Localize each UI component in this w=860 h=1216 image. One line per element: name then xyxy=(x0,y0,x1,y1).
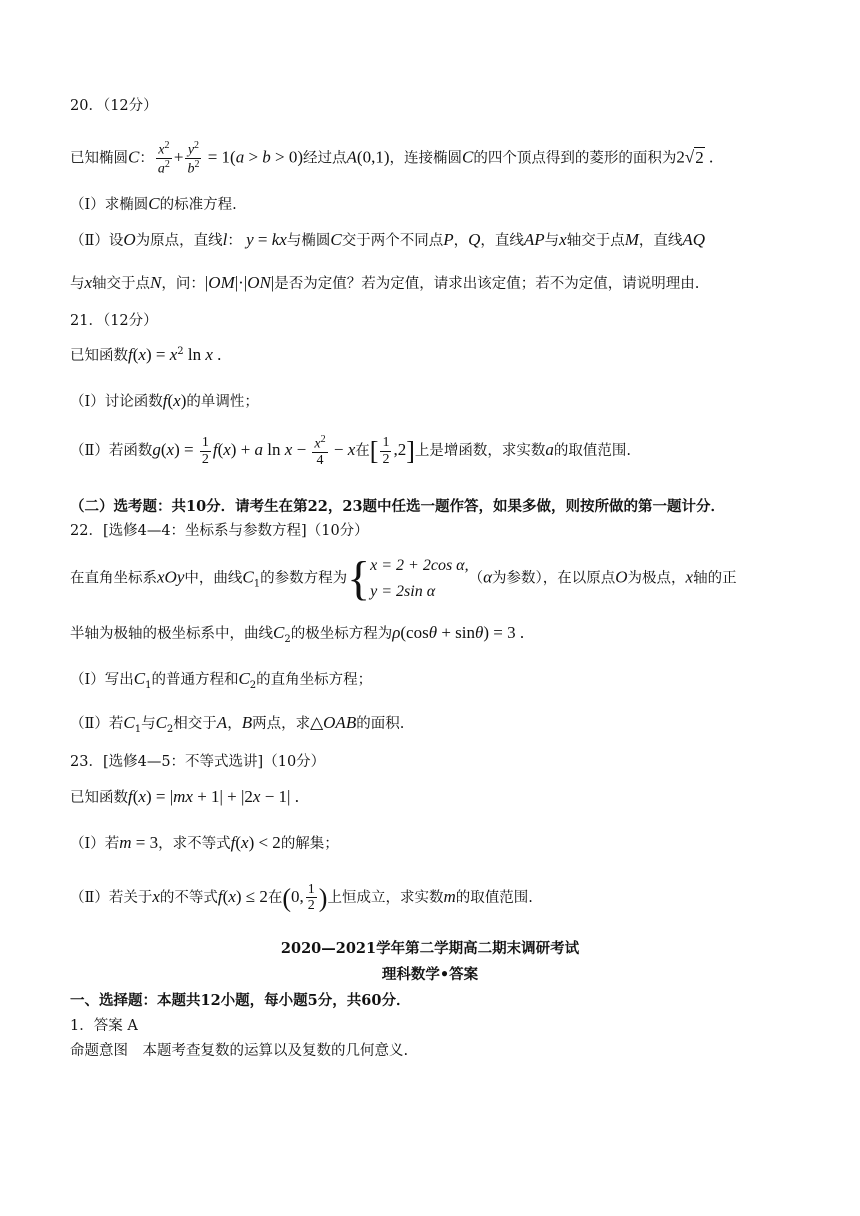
q22-part1: （Ⅰ）写出$C_1$的普通方程和$C_2$的直角坐标方程； xyxy=(70,669,373,691)
q22-text: （Ⅱ）若 xyxy=(70,716,124,732)
q23-part1: （Ⅰ）若m = 3，求不等式f(x) < 2的解集； xyxy=(70,833,339,852)
q20-text: 交于两个不同点 xyxy=(341,233,444,249)
q23-text: 的取值范围. xyxy=(455,889,533,906)
q20-text: 的四个顶点得到的菱形的面积为 xyxy=(473,150,677,167)
q21-text: 的取值范围. xyxy=(553,443,631,460)
q20-part1: （Ⅰ）求椭圆C的标准方程. xyxy=(70,194,237,213)
q22-stem: 在直角坐标系xOy中，曲线$C_1$的参数方程为{x = 2 + 2cos α, y = 2sin α（α为参数），在以原点O为极点，x轴的正 xyxy=(70,551,737,605)
q20-text: 的标准方程. xyxy=(159,197,237,213)
q22-text: 半轴为极轴的极坐标系中，曲线 xyxy=(70,626,273,642)
q22-text: ， xyxy=(227,716,242,732)
q23-text: （Ⅱ）若关于 xyxy=(70,889,153,906)
q22-text: 轴的正 xyxy=(693,570,737,587)
answer-1: 1．答案 A xyxy=(70,1018,138,1034)
q20-text: ，问： xyxy=(161,276,205,292)
q21-text: 上是增函数，求实数 xyxy=(414,443,546,460)
q20-text: 为原点，直线 xyxy=(135,233,223,249)
q20-text: 轴交于点 xyxy=(566,233,625,249)
elective-note: （二）选考题：共10分．请考生在第22，23题中任选一题作答，如果多做，则按所做的第一题计分． xyxy=(70,498,726,515)
q22-part2: （Ⅱ）若$C_1$与$C_2$相交于A，B两点，求△OAB的面积. xyxy=(70,713,405,735)
q20-text: ，直线 xyxy=(638,233,683,249)
q22-text: （Ⅰ）写出 xyxy=(70,672,134,688)
q22-text: 的直角坐标方程； xyxy=(256,672,373,688)
q20-text: 与椭圆 xyxy=(286,233,331,249)
q20-text: （Ⅰ）求椭圆 xyxy=(70,197,149,213)
q23-text: 的解集； xyxy=(280,836,339,852)
q22-text: 中，曲线 xyxy=(184,570,243,587)
q23-stem: 已知函数f(x) = |mx + 1| + |2x − 1| . xyxy=(70,787,299,806)
q22-text: 的普通方程和 xyxy=(151,672,239,688)
q22-text: 为参数），在以原点 xyxy=(492,570,616,587)
answer-subtitle: 理科数学•答案 xyxy=(381,966,479,983)
q21-header: 21．（12分） xyxy=(70,313,158,329)
q20-stem: 已知椭圆C： $\frac{x^2}{a^2}$ + $\frac{y^2}{b^2}$ = 1(a > b > 0)经过点A(0,1)，连接椭圆C的四个顶点得到的菱形的面积为2√2 . xyxy=(70,140,714,177)
section-heading: 一、选择题：本题共12小题，每小题5分，共60分． xyxy=(70,992,411,1009)
q20-part2-cont: 与x轴交于点N，问：|OM|·|ON|是否为定值？若为定值，请求出该定值；若不为定值，请说明理由. xyxy=(70,273,700,292)
q22-text: 两点，求 xyxy=(252,716,311,732)
q22-text: 为极点， xyxy=(627,570,686,587)
q20-text: （Ⅱ）设 xyxy=(70,233,124,249)
q23-text: 在 xyxy=(267,889,283,906)
q21-stem: 已知函数$f(x) = x^2$ ln x . xyxy=(70,345,222,364)
q22-text: 的极坐标方程为 xyxy=(290,626,393,642)
answer-1-note: 命题意图 本题考查复数的运算以及复数的几何意义. xyxy=(70,1043,409,1059)
q20-text: 轴交于点 xyxy=(92,276,151,292)
q20-text: ，直线 xyxy=(480,233,524,249)
q22-header: 22．[选修4—4：坐标系与参数方程]（10分） xyxy=(70,523,369,539)
q21-text: 的单调性； xyxy=(186,394,259,410)
q20-text: 已知椭圆 xyxy=(70,150,128,167)
q20-header: 20．（12分） xyxy=(70,98,158,114)
q21-part1: （Ⅰ）讨论函数f(x)的单调性； xyxy=(70,391,259,410)
q23-text: ，求不等式 xyxy=(158,836,231,852)
q23-part2: （Ⅱ）若关于x的不等式f(x) ≤ 2在(0, $\frac{1}{2}$ )上恒成立，求实数m的取值范围. xyxy=(70,882,533,914)
q23-header: 23．[选修4—5：不等式选讲]（10分） xyxy=(70,754,326,770)
q23-text: 的不等式 xyxy=(159,889,218,906)
q22-text: 相交于 xyxy=(173,716,217,732)
q23-text: 已知函数 xyxy=(70,790,128,806)
q22-text: 与 xyxy=(141,716,156,732)
q22-text: （ xyxy=(468,570,484,587)
q23-text: （Ⅰ）若 xyxy=(70,836,120,852)
q22-text: 的面积. xyxy=(356,716,405,732)
q21-text: （Ⅰ）讨论函数 xyxy=(70,394,163,410)
q21-text: 在 xyxy=(355,443,370,460)
q21-text: （Ⅱ）若函数 xyxy=(70,443,153,460)
q22-text: 在直角坐标系 xyxy=(70,570,157,587)
q22-text: 的参数方程为 xyxy=(260,570,348,587)
answer-title: 2020—2021学年第二学期高二期末调研考试 xyxy=(280,940,580,957)
q20-text: ，连接椭圆 xyxy=(389,150,462,167)
q22-stem-cont: 半轴为极轴的极坐标系中，曲线$C_2$的极坐标方程为ρ(cosθ + sinθ) = 3 . xyxy=(70,623,525,645)
q20-part2: （Ⅱ）设O为原点，直线l： y = kx与椭圆C交于两个不同点P，Q，直线AP与x轴交于点M，直线AQ xyxy=(70,230,706,249)
q21-text: 已知函数 xyxy=(70,348,128,364)
q20-text: 经过点 xyxy=(303,150,347,167)
q21-part2: （Ⅱ）若函数g(x) = $\frac{1}{2}$ f(x) + a ln x − $\frac{x^2}{4}$ − x在[ $\frac{1}{2}$ ,2]上是增函数，求实数a的取值范围. xyxy=(70,434,631,469)
q20-text: 与 xyxy=(70,276,85,292)
q23-text: 上恒成立，求实数 xyxy=(327,889,444,906)
q20-text: 与 xyxy=(544,233,560,249)
q20-text: 是否为定值？若为定值，请求出该定值；若不为定值，请说明理由. xyxy=(274,276,700,292)
